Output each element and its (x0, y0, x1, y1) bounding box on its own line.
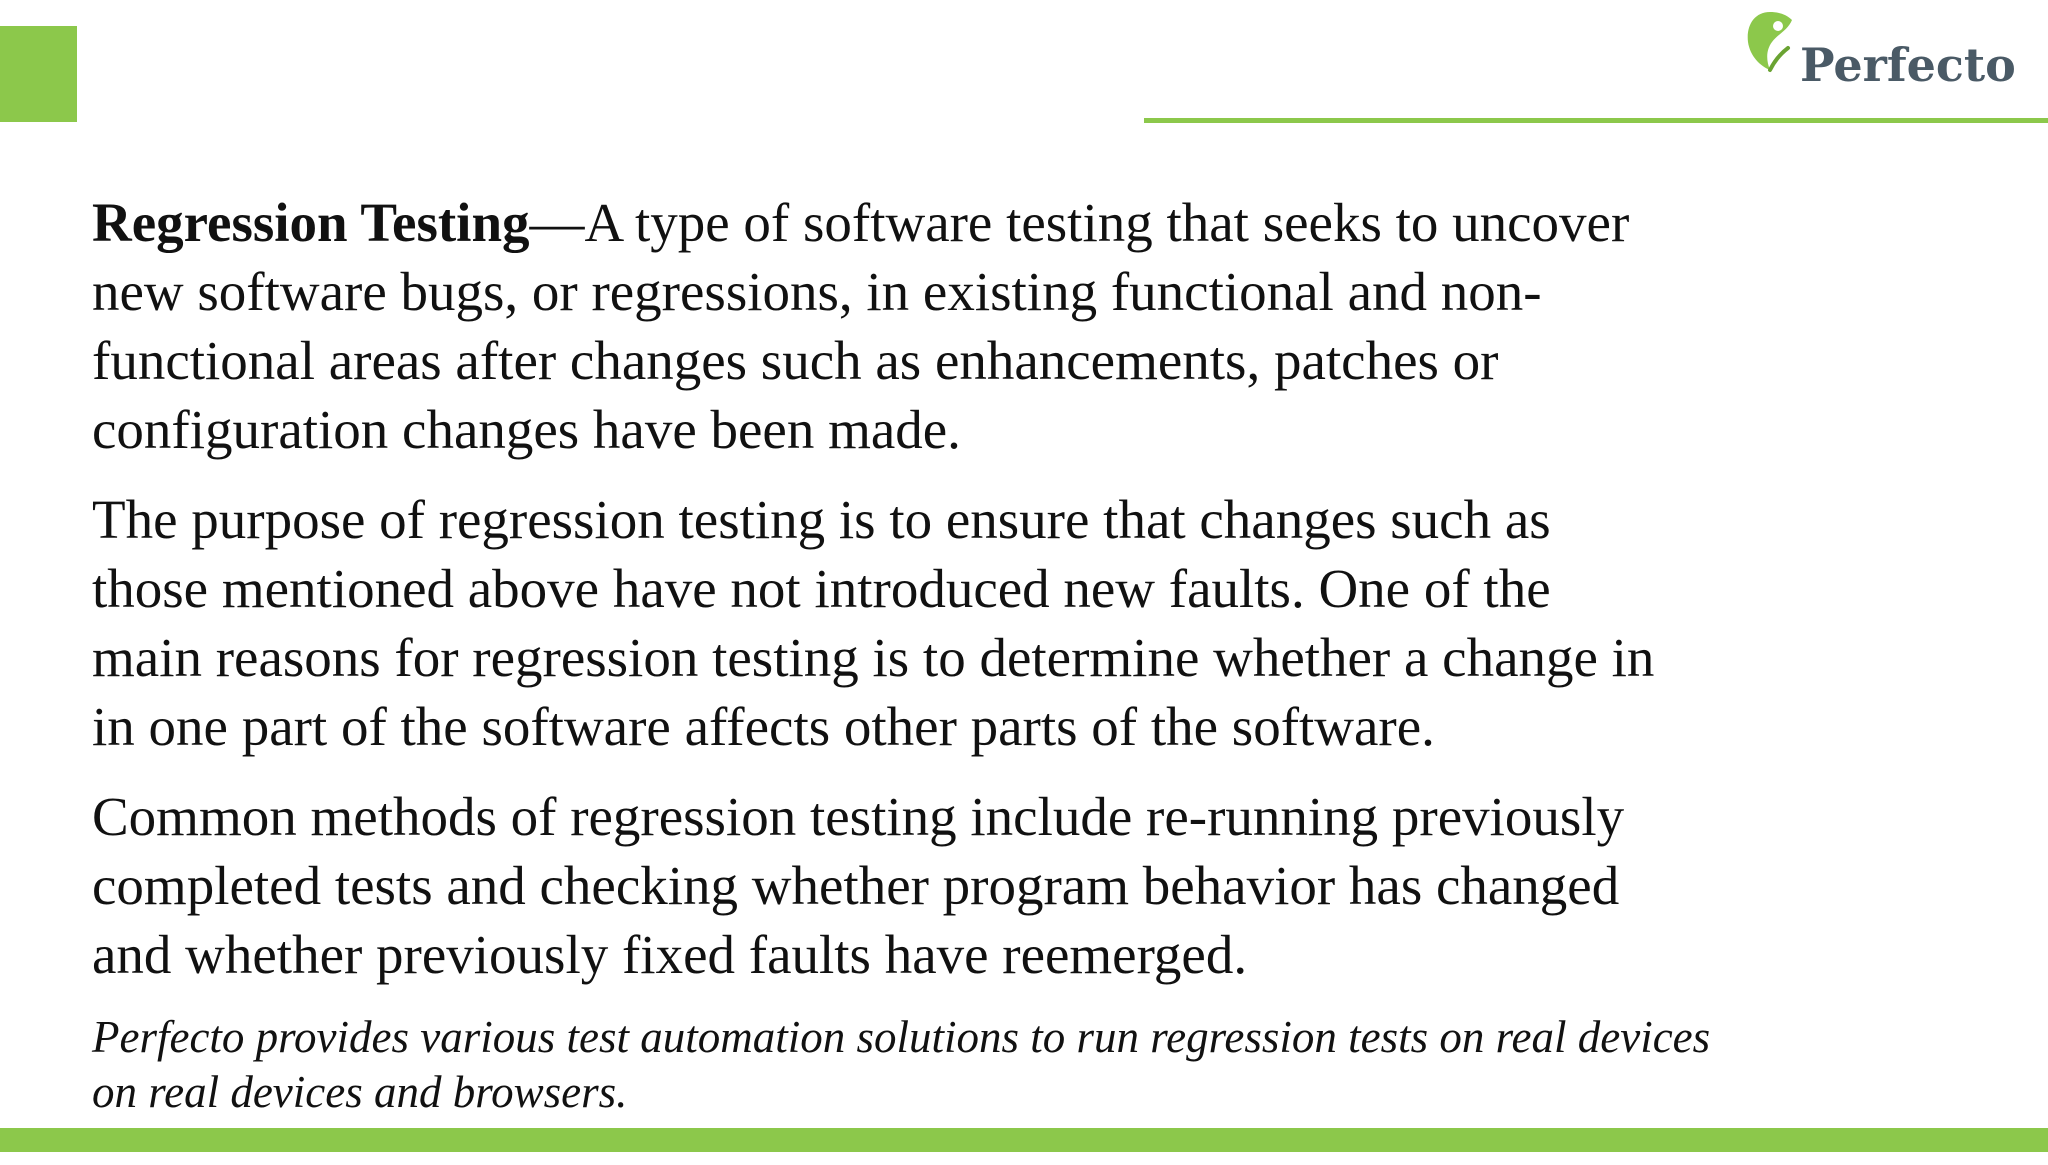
bottom-accent-bar (0, 1128, 2048, 1152)
definition-paragraph (92, 188, 1992, 464)
purpose-paragraph: The purpose of regression testing is to ensure that changes such as those mentioned above have not introduced new faults. One of the main reasons for regression testing is to determine whether a change in in one part of the software affects other parts of the software. (92, 489, 1655, 757)
logo-wordmark: Perfecto (1800, 38, 2016, 92)
corner-accent-block (0, 26, 77, 122)
methods-paragraph: Common methods of regression testing include re-running previously completed tests and checking whether program behavior has changed and whether previously fixed faults have reemerged. (92, 786, 1625, 985)
term-heading: Regression Testing (92, 192, 530, 253)
header-divider (1144, 118, 2048, 123)
definition-text: —A type of software testing that seeks to uncover new software bugs, or regressions, in existing functional and non- functional areas after changes such as enhancements, patches or configuration changes have been made. (92, 192, 1630, 460)
slide-body (92, 188, 1992, 1165)
perfecto-logo (1740, 8, 2016, 100)
perfecto-leaf-icon (1740, 8, 1800, 78)
perfecto-footnote: Perfecto provides various test automation solutions to run regression tests on real devices on real devices and browsers. (92, 1012, 1711, 1117)
